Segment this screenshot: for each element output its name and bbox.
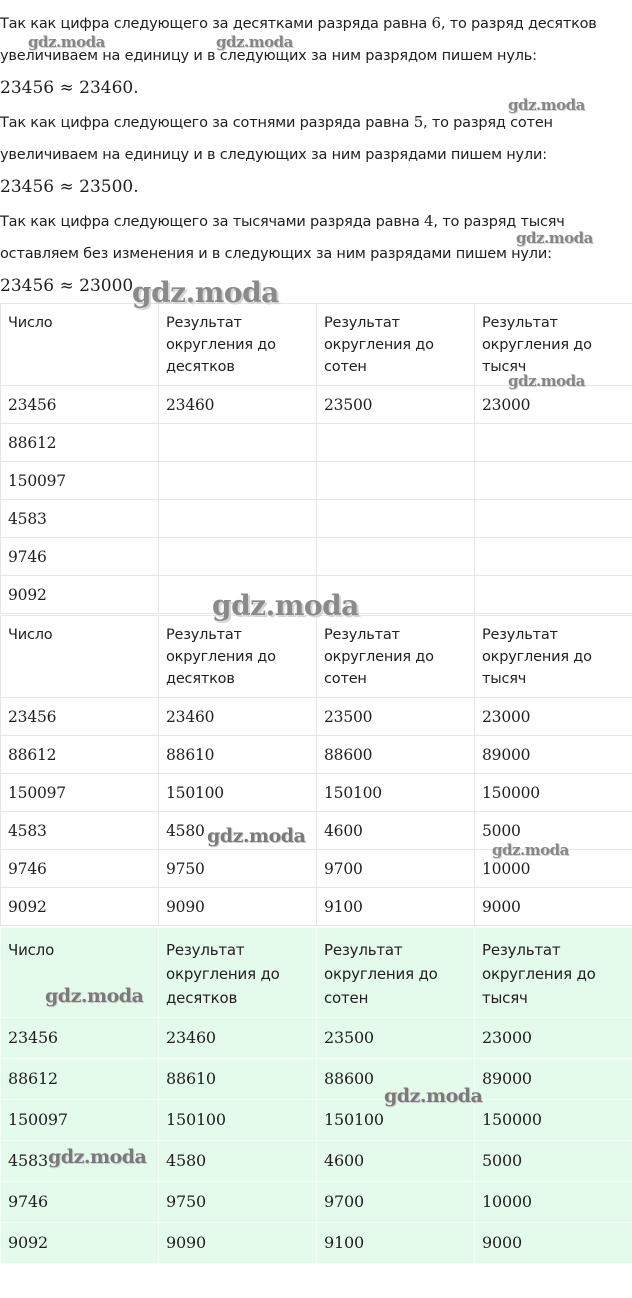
table-row xyxy=(1,462,632,500)
watermark: gdz.moda xyxy=(384,1085,483,1107)
header-cell: Результат округления до тысяч xyxy=(475,928,632,1018)
table-cell: 5000 xyxy=(475,812,632,850)
table-cell xyxy=(475,500,632,538)
table-cell xyxy=(317,424,475,462)
table-cell: 23456 xyxy=(1,386,159,424)
header-cell: Результат округления до десятков xyxy=(159,928,317,1018)
table-cell: 89000 xyxy=(475,1059,632,1100)
paragraph-text: Так как цифра следующего за тысячами разряда равна xyxy=(0,214,425,230)
table-cell: 23000 xyxy=(475,698,632,736)
paragraph-text: , то разряд десятков xyxy=(440,16,597,32)
header-cell: Результат округления до десятков xyxy=(159,304,317,386)
table-cell: 89000 xyxy=(475,736,632,774)
watermark: gdz.moda xyxy=(212,589,359,622)
table-cell: 150097 xyxy=(1,774,159,812)
header-cell: Число xyxy=(1,616,159,698)
table-cell: 88612 xyxy=(1,1059,159,1100)
table-row xyxy=(1,1182,632,1223)
paragraph-1-line-1 xyxy=(0,14,632,33)
table-cell: 23456 xyxy=(1,698,159,736)
watermark: gdz.moda xyxy=(508,96,585,114)
table-cell: 9090 xyxy=(159,1223,317,1264)
table-cell xyxy=(317,538,475,576)
header-cell: Результат округления до сотен xyxy=(317,928,475,1018)
digit-value: 4 xyxy=(424,212,434,230)
paragraph-3-line-2: оставляем без изменения и в следующих за ним разрядами пишем нули: xyxy=(0,246,552,262)
table-cell: 23460 xyxy=(159,1018,317,1059)
watermark: gdz.moda xyxy=(492,841,569,859)
table-cell: 23456 xyxy=(1,1018,159,1059)
watermark: gdz.moda xyxy=(132,276,279,309)
watermark: gdz.moda xyxy=(28,33,105,51)
paragraph-text: Так как цифра следующего за сотнями разряда равна xyxy=(0,115,414,131)
table-cell xyxy=(475,538,632,576)
watermark: gdz.moda xyxy=(516,229,593,247)
table-cell: 9092 xyxy=(1,576,159,614)
table-cell: 23500 xyxy=(317,1018,475,1059)
header-cell: Результат округления до тысяч xyxy=(475,616,632,698)
table-row xyxy=(1,538,632,576)
header-cell: Число xyxy=(1,928,159,1018)
rounding-result-2: 23456 ≈ 23500. xyxy=(0,177,139,197)
table-cell: 88600 xyxy=(317,1059,475,1100)
digit-value: 6 xyxy=(431,14,441,32)
table-cell: 9092 xyxy=(1,888,159,926)
table-cell: 23500 xyxy=(317,698,475,736)
table-cell: 9700 xyxy=(317,1182,475,1223)
table-cell xyxy=(317,500,475,538)
header-cell: Результат округления до тысяч xyxy=(475,304,632,386)
rounding-result-3: 23456 ≈ 23000. xyxy=(0,276,139,296)
table-cell xyxy=(159,424,317,462)
table-cell: 9746 xyxy=(1,1182,159,1223)
header-cell: Результат округления до сотен xyxy=(317,616,475,698)
table-cell xyxy=(159,538,317,576)
table-cell: 150097 xyxy=(1,1100,159,1141)
table-cell: 23000 xyxy=(475,386,632,424)
watermark: gdz.moda xyxy=(508,372,585,390)
table-cell xyxy=(475,576,632,614)
table-row xyxy=(1,424,632,462)
header-cell: Результат округления до десятков xyxy=(159,616,317,698)
table-cell: 10000 xyxy=(475,850,632,888)
table-row xyxy=(1,736,632,774)
table-cell: 150000 xyxy=(475,774,632,812)
table-row xyxy=(1,1059,632,1100)
watermark: gdz.moda xyxy=(45,985,144,1007)
table-cell: 150097 xyxy=(1,462,159,500)
paragraph-2-line-2: увеличиваем на единицу и в следующих за ним разрядами пишем нули: xyxy=(0,147,547,163)
table-cell: 9700 xyxy=(317,850,475,888)
table-cell: 4600 xyxy=(317,812,475,850)
table-cell: 150100 xyxy=(317,774,475,812)
table-row xyxy=(1,500,632,538)
watermark: gdz.moda xyxy=(207,825,306,847)
table-cell: 9100 xyxy=(317,1223,475,1264)
table-cell xyxy=(159,462,317,500)
table-row xyxy=(1,698,632,736)
table-cell: 9100 xyxy=(317,888,475,926)
digit-value: 5 xyxy=(413,113,424,131)
table-cell: 150100 xyxy=(159,774,317,812)
table-row xyxy=(1,1018,632,1059)
table-cell: 9746 xyxy=(1,850,159,888)
table-cell: 23460 xyxy=(159,386,317,424)
table-cell: 5000 xyxy=(475,1141,632,1182)
table-cell: 9750 xyxy=(159,850,317,888)
table-cell: 150100 xyxy=(159,1100,317,1141)
watermark: gdz.moda xyxy=(48,1146,147,1168)
table-row xyxy=(1,774,632,812)
table-cell: 9750 xyxy=(159,1182,317,1223)
table-cell: 4600 xyxy=(317,1141,475,1182)
table-row xyxy=(1,888,632,926)
table-row xyxy=(1,1100,632,1141)
table-row xyxy=(1,1223,632,1264)
table-cell xyxy=(317,462,475,500)
header-cell: Число xyxy=(1,304,159,386)
table-cell: 9090 xyxy=(159,888,317,926)
table-cell: 88610 xyxy=(159,736,317,774)
table-cell: 9000 xyxy=(475,888,632,926)
paragraph-text: Так как цифра следующего за десятками разряда равна xyxy=(0,16,432,32)
table-cell: 150100 xyxy=(317,1100,475,1141)
table-cell: 88600 xyxy=(317,736,475,774)
table-cell: 88612 xyxy=(1,424,159,462)
table-cell: 88610 xyxy=(159,1059,317,1100)
table-cell: 23500 xyxy=(317,386,475,424)
table-header-row xyxy=(1,616,632,698)
rounding-table-answer xyxy=(0,927,632,1264)
paragraph-text: , то разряд тысяч xyxy=(433,214,565,230)
rounding-table-full xyxy=(0,615,632,926)
table-cell: 23000 xyxy=(475,1018,632,1059)
table-cell: 9000 xyxy=(475,1223,632,1264)
paragraph-1-line-2: увеличиваем на единицу и в следующих за ним разрядом пишем нуль: xyxy=(0,48,537,64)
watermark: gdz.moda xyxy=(216,33,293,51)
table-cell: 4583 xyxy=(1,1141,159,1182)
rounding-result-1: 23456 ≈ 23460. xyxy=(0,78,139,98)
paragraph-2-line-1 xyxy=(0,113,632,132)
table-cell xyxy=(159,500,317,538)
paragraph-text: , то разряд сотен xyxy=(423,115,553,131)
table-cell: 23460 xyxy=(159,698,317,736)
table-row xyxy=(1,386,632,424)
table-cell xyxy=(475,462,632,500)
table-cell: 88612 xyxy=(1,736,159,774)
table-cell: 4580 xyxy=(159,812,317,850)
table-cell: 9092 xyxy=(1,1223,159,1264)
rounding-table-partial xyxy=(0,303,632,614)
table-cell: 150000 xyxy=(475,1100,632,1141)
table-cell: 9746 xyxy=(1,538,159,576)
table-cell: 4580 xyxy=(159,1141,317,1182)
table-cell: 10000 xyxy=(475,1182,632,1223)
table-cell: 4583 xyxy=(1,500,159,538)
table-cell: 4583 xyxy=(1,812,159,850)
header-cell: Результат округления до сотен xyxy=(317,304,475,386)
table-cell xyxy=(475,424,632,462)
